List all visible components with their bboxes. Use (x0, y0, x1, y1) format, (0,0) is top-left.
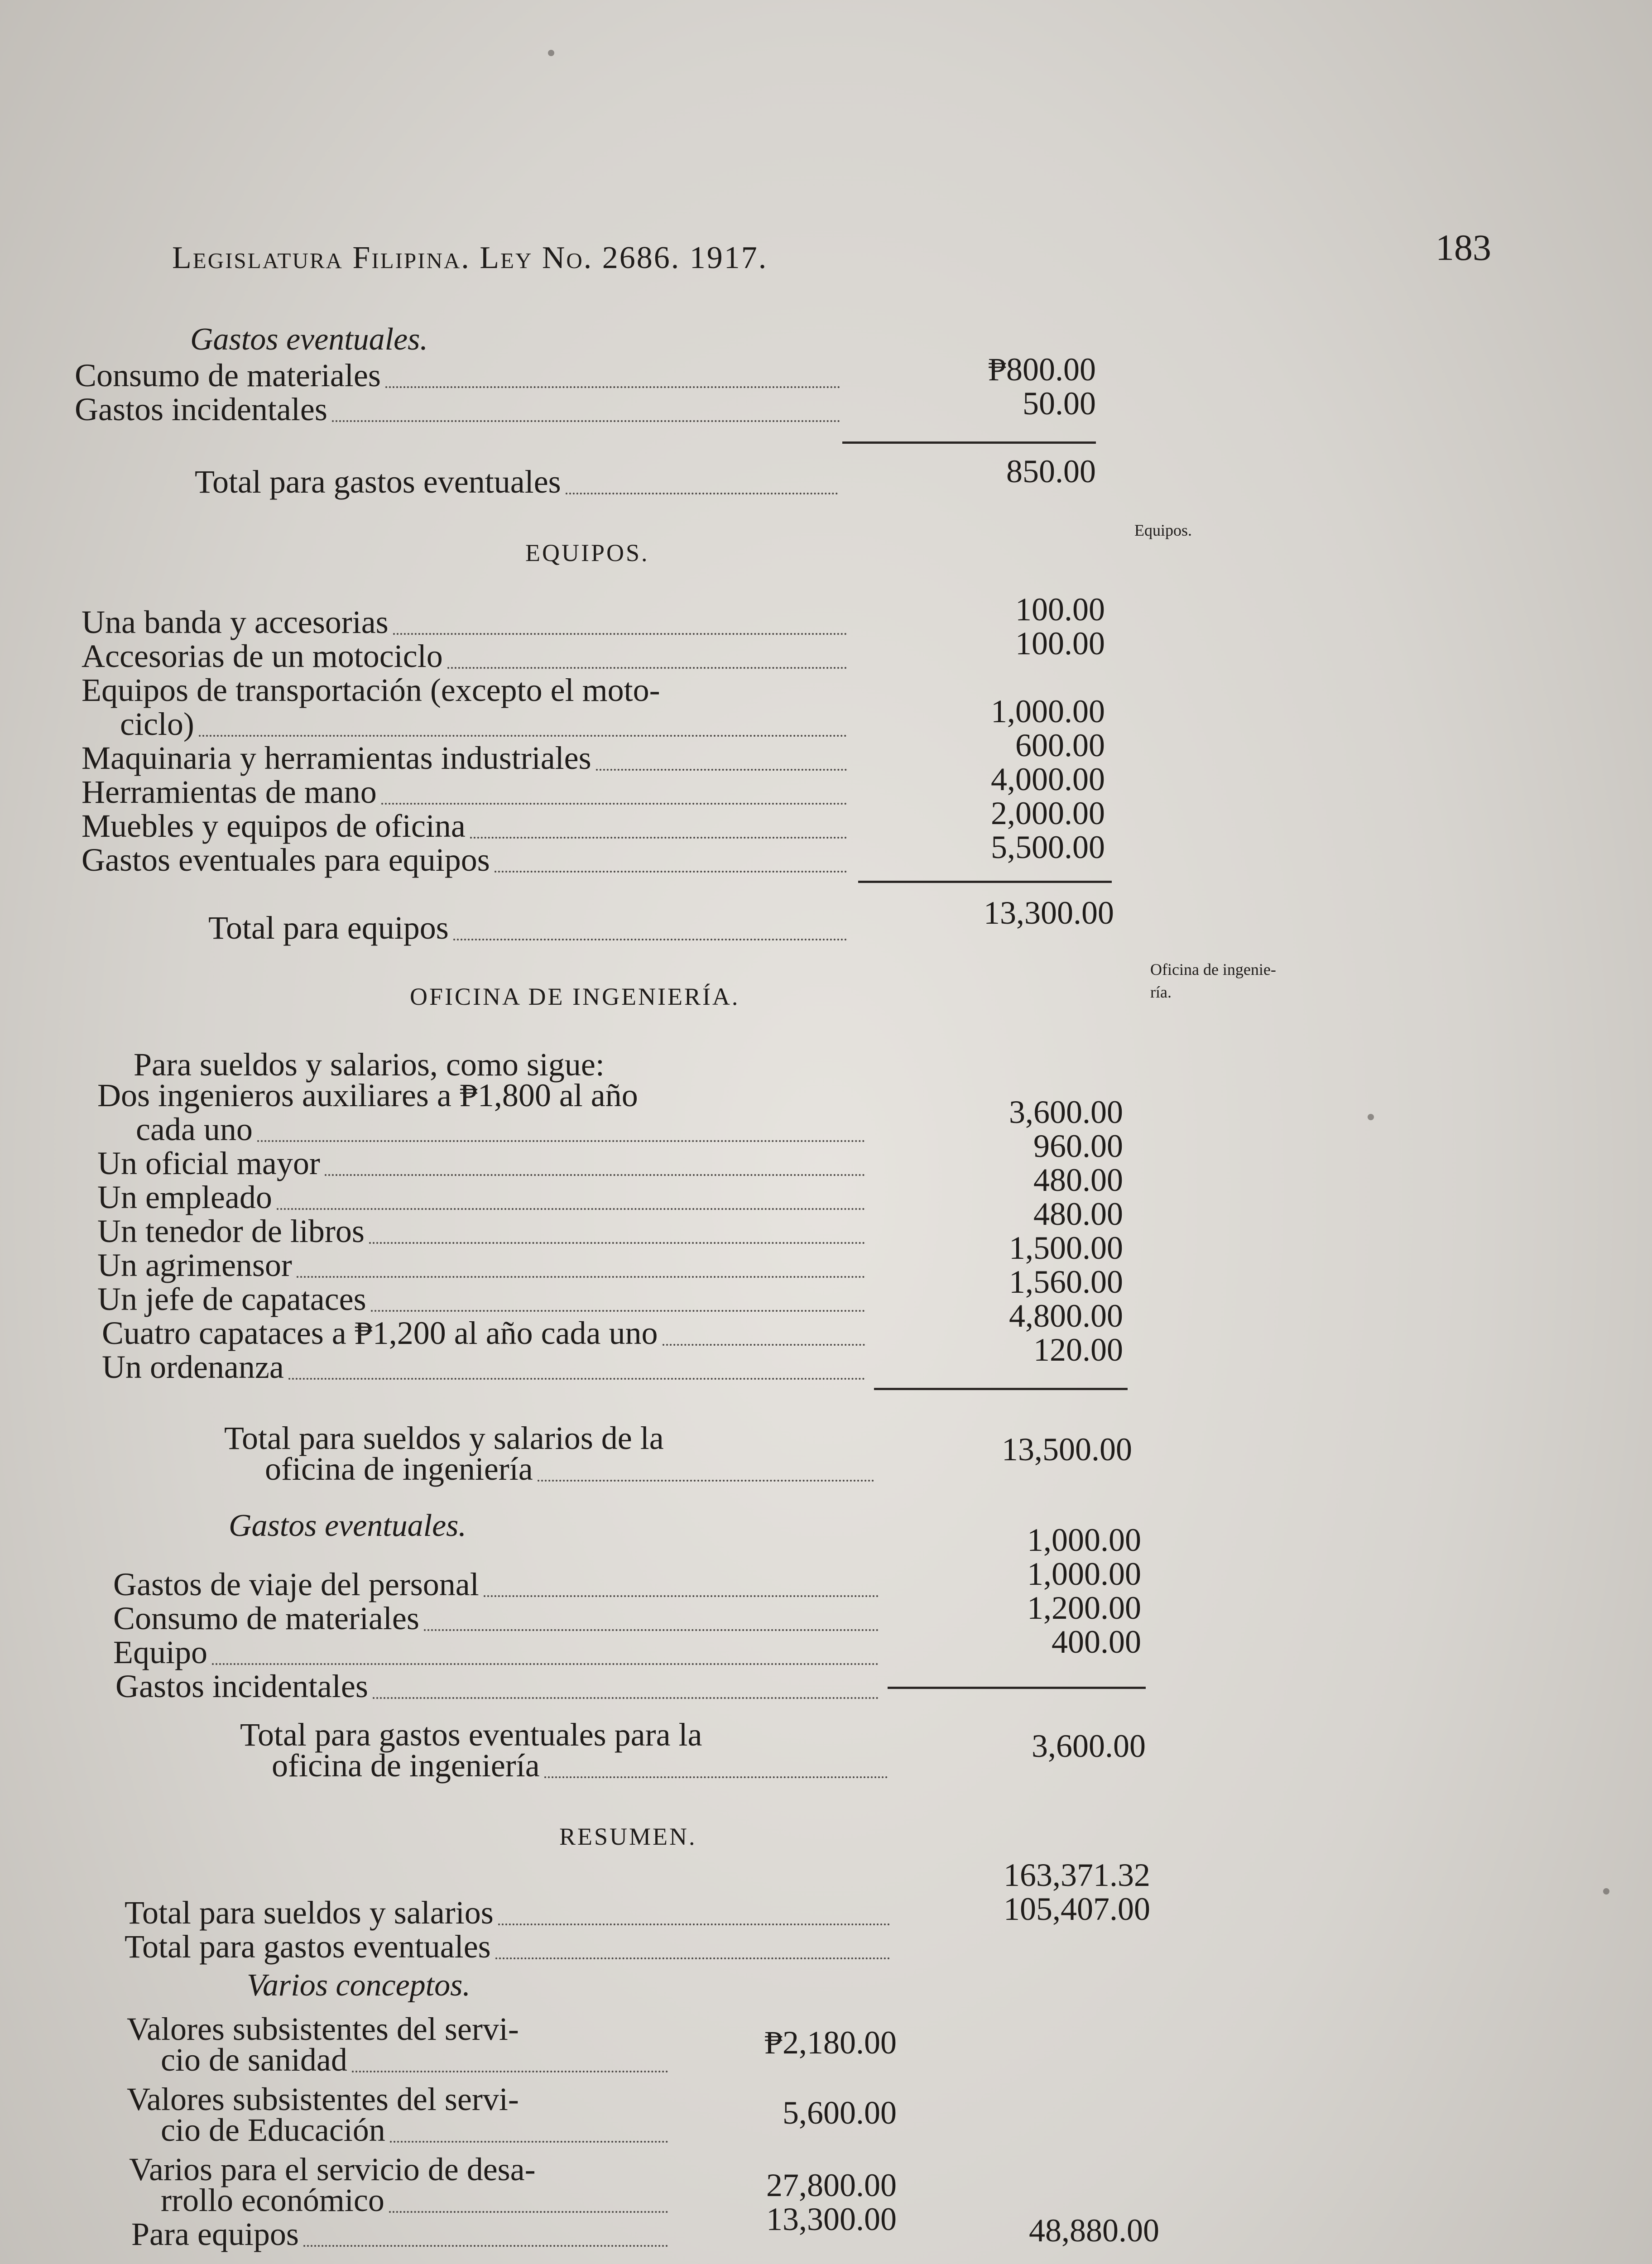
line-amount: 4,800.00 (1009, 1298, 1123, 1334)
line-item (82, 740, 851, 777)
line-label: Consumo de materiales (75, 357, 381, 393)
line-amount: 5,500.00 (991, 829, 1105, 865)
leader-dots (495, 871, 847, 873)
varios-label: Varios para el servicio de desa- (129, 2151, 536, 2187)
varios-label: Valores subsistentes del servi- (127, 2081, 519, 2117)
margin-note-oficina-cont: ría. (1150, 983, 1172, 1001)
total-amount: 13,500.00 (1002, 1431, 1132, 1468)
line-item (113, 1566, 883, 1603)
line-label: Gastos eventuales para equipos (82, 842, 490, 878)
leader-dots (212, 1663, 879, 1665)
line-item (102, 1315, 869, 1352)
leader-dots (332, 420, 840, 422)
varios-row (161, 2044, 672, 2079)
line-label: Gastos incidentales (115, 1668, 368, 1704)
total-label: Total para gastos eventuales para la (240, 1717, 702, 1753)
line-amount: 480.00 (1033, 1162, 1123, 1198)
line-amount: 120.00 (1033, 1332, 1123, 1368)
leader-dots (257, 1140, 865, 1142)
leader-dots (381, 803, 847, 805)
leader-dots (453, 939, 847, 940)
varios-label-cont: cio de sanidad (161, 2042, 347, 2078)
leader-dots (389, 2211, 668, 2213)
varios-amount: 5,600.00 (783, 2095, 897, 2131)
leader-dots (385, 386, 840, 388)
intro-text: Para sueldos y salarios, como sigue: (134, 1046, 605, 1083)
sum-rule (858, 881, 1112, 883)
line-item (82, 774, 851, 811)
line-amount: 100.00 (1015, 591, 1105, 628)
section-heading-gastos-eventuales-2: Gastos eventuales. (229, 1508, 466, 1543)
leader-dots (199, 735, 847, 737)
line-item (97, 1145, 869, 1182)
sum-rule (888, 1687, 1146, 1689)
paper-speck (1368, 1114, 1374, 1120)
varios-row (161, 2182, 672, 2219)
line-label: Un tenedor de libros (97, 1213, 365, 1249)
varios-total-amount: 48,880.00 (1029, 2212, 1159, 2249)
paper-speck (548, 50, 554, 56)
line-amount: 1,500.00 (1009, 1230, 1123, 1266)
line-item (115, 1668, 883, 1705)
total-row (195, 466, 842, 501)
margin-note-oficina: Oficina de ingenie- (1150, 960, 1276, 979)
leader-dots (369, 1242, 865, 1244)
line-item (82, 672, 851, 709)
leader-dots (371, 1310, 865, 1312)
line-label: Una banda y accesorias (82, 604, 389, 640)
margin-note-equipos: Equipos. (1134, 521, 1192, 539)
line-label: Total para sueldos y salarios (125, 1895, 494, 1931)
line-amount: 100.00 (1015, 625, 1105, 662)
sum-rule (842, 441, 1096, 444)
line-amount: 1,000.00 (991, 693, 1105, 729)
leader-dots (498, 1923, 890, 1925)
varios-amount: 13,300.00 (766, 2201, 897, 2237)
line-item (82, 604, 851, 641)
varios-label-cont: cio de Educación (161, 2112, 385, 2148)
line-label: Muebles y equipos de oficina (82, 808, 466, 844)
total-label-cont: oficina de ingeniería (265, 1451, 533, 1487)
line-item (136, 1111, 869, 1148)
line-amount: 1,000.00 (1027, 1522, 1141, 1558)
total-amount: 13,300.00 (984, 895, 1114, 931)
line-item (75, 357, 845, 394)
line-item (97, 1179, 869, 1216)
line-label: Consumo de materiales (113, 1600, 419, 1636)
line-amount: 480.00 (1033, 1196, 1123, 1232)
varios-label-cont: rrollo económico (161, 2182, 384, 2218)
leader-dots (566, 493, 838, 494)
leader-dots (447, 667, 847, 669)
leader-dots (352, 2071, 668, 2072)
line-label: Un ordenanza (102, 1349, 284, 1385)
leader-dots (325, 1174, 865, 1176)
sum-rule (874, 1388, 1128, 1390)
varios-label-cont: Para equipos (131, 2216, 299, 2252)
leader-dots (373, 1697, 879, 1699)
line-label: Gastos de viaje del personal (113, 1566, 479, 1602)
varios-amount: 27,800.00 (766, 2167, 897, 2203)
total-label: Total para equipos (208, 910, 449, 946)
line-item (113, 1634, 883, 1671)
varios-label: Valores subsistentes del servi- (127, 2011, 519, 2047)
line-label: Un jefe de capataces (97, 1281, 366, 1317)
leader-dots (277, 1208, 865, 1210)
total-label: Total para gastos eventuales (195, 464, 561, 500)
line-label: Equipo (113, 1634, 207, 1670)
leader-dots (303, 2245, 668, 2247)
total-amount: 3,600.00 (1032, 1728, 1146, 1764)
leader-dots (390, 2141, 668, 2143)
line-item (102, 1349, 869, 1386)
leader-dots (297, 1276, 865, 1278)
line-item (97, 1281, 869, 1318)
line-amount: 600.00 (1015, 727, 1105, 763)
line-amount: 4,000.00 (991, 761, 1105, 797)
leader-dots (424, 1629, 879, 1631)
total-row (272, 1747, 892, 1784)
section-heading-resumen: RESUMEN. (559, 1823, 697, 1850)
section-heading-gastos-eventuales: Gastos eventuales. (190, 322, 428, 357)
line-item (82, 844, 851, 879)
line-amount: 1,560.00 (1009, 1264, 1123, 1300)
line-amount: 163,371.32 (1004, 1857, 1150, 1893)
leader-dots (484, 1595, 879, 1597)
total-label-cont: oficina de ingeniería (272, 1747, 540, 1784)
line-amount: 1,200.00 (1027, 1590, 1141, 1626)
line-amount: 50.00 (1023, 385, 1096, 422)
line-label: Herramientas de mano (82, 774, 377, 810)
varios-row (131, 2216, 672, 2253)
line-label: Total para gastos eventuales (125, 1928, 491, 1965)
leader-dots (288, 1378, 865, 1380)
total-row (208, 912, 851, 947)
line-amount: ₱800.00 (988, 351, 1096, 388)
total-row (265, 1453, 879, 1488)
leader-dots (393, 633, 847, 635)
total-amount: 850.00 (1006, 453, 1096, 489)
line-item (97, 1247, 869, 1284)
summary-row (125, 1897, 894, 1932)
line-amount: 105,407.00 (1004, 1891, 1150, 1927)
varios-amount: ₱2,180.00 (764, 2024, 897, 2061)
line-amount: 400.00 (1052, 1624, 1141, 1660)
varios-row (161, 2112, 672, 2149)
line-amount: 1,000.00 (1027, 1556, 1141, 1592)
line-item (82, 808, 851, 845)
line-label: Accesorias de un motociclo (82, 638, 443, 674)
line-label: Cuatro capataces a ₱1,200 al año cada uno (102, 1315, 658, 1351)
line-amount: 3,600.00 (1009, 1094, 1123, 1130)
running-title: Legislatura Filipina. Ley No. 2686. 1917. (172, 240, 768, 275)
section-heading-varios: Varios conceptos. (247, 1968, 471, 2003)
line-item (97, 1077, 876, 1114)
line-label: cada uno (136, 1111, 253, 1147)
line-label: Gastos incidentales (75, 391, 327, 427)
line-item (82, 638, 851, 675)
total-label: Total para sueldos y salarios de la (224, 1420, 664, 1456)
leader-dots (663, 1344, 865, 1346)
leader-dots (495, 1957, 890, 1959)
line-amount: 960.00 (1033, 1128, 1123, 1164)
paper-speck (1603, 1888, 1609, 1895)
line-item (120, 706, 851, 743)
leader-dots (470, 837, 847, 839)
leader-dots (596, 769, 847, 771)
line-label: Un empleado (97, 1179, 272, 1215)
section-heading-equipos: EQUIPOS. (525, 539, 649, 566)
leader-dots (538, 1480, 874, 1482)
line-label: Un oficial mayor (97, 1145, 320, 1181)
line-item (113, 1600, 883, 1637)
line-label: Maquinaria y herramientas industriales (82, 740, 591, 776)
line-item (97, 1213, 869, 1250)
leader-dots (544, 1776, 888, 1778)
line-label: Dos ingenieros auxiliares a ₱1,800 al año (97, 1077, 638, 1113)
line-label: ciclo) (120, 706, 194, 742)
line-amount: 2,000.00 (991, 795, 1105, 831)
summary-row (125, 1928, 894, 1966)
section-heading-oficina: OFICINA DE INGENIERÍA. (410, 983, 740, 1010)
page-number: 183 (1436, 227, 1491, 268)
line-label: Un agrimensor (97, 1247, 292, 1283)
line-label: Equipos de transportación (excepto el moto- (82, 672, 660, 708)
line-item (75, 391, 845, 428)
